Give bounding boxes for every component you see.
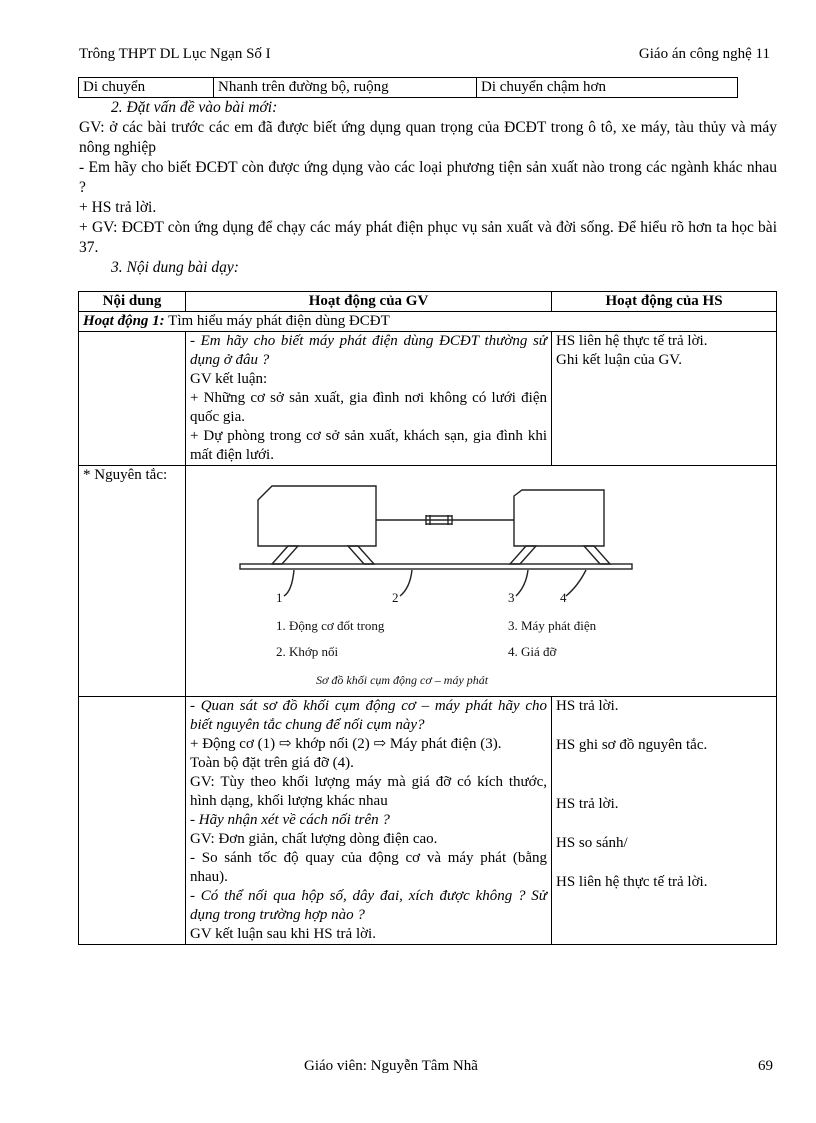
figure-caption: Sơ đồ khối cụm động cơ – máy phát [316, 673, 489, 687]
compare-cell: Di chuyển [79, 78, 214, 98]
legend-item: 4. Giá đỡ [508, 644, 557, 659]
support-feet [272, 546, 610, 564]
generator-block [514, 490, 604, 546]
lesson-table [78, 291, 777, 945]
paragraph: - Em hãy cho biết ĐCĐT còn được ứng dụng vào các loại phương tiện sản xuất nào trong các ngành khác nhau ? [79, 159, 777, 196]
legend-item: 3. Máy phát điện [508, 618, 597, 633]
paragraph: GV: ở các bài trước các em đã được biết ứng dụng quan trọng của ĐCĐT trong ô tô, xe máy, tàu thủy và máy nông nghiệp [79, 119, 777, 156]
header-subject: Giáo án công nghệ 11 [638, 46, 770, 62]
figure-cell [186, 466, 777, 697]
compare-cell: Di chuyển chậm hơn [477, 78, 738, 98]
page-number: 69 [758, 1058, 773, 1074]
paragraph: + HS trả lời. [79, 199, 157, 216]
legend-item: 1. Động cơ đốt trong [276, 618, 385, 633]
intro-section [79, 98, 777, 278]
section-heading: 3. Nội dung bài dạy: [111, 259, 239, 276]
callout-label: 4 [560, 590, 567, 605]
hs-cell: HS trả lời. HS ghi sơ đồ nguyên tắc. HS trả lời. HS so sánh/ HS liên hệ thực tế trả lời. [552, 697, 777, 945]
paragraph: + GV: ĐCĐT còn ứng dụng để chạy các máy phát điện phục vụ sản xuất và đời sống. Để hiểu rõ hơn ta học bài 37. [79, 219, 777, 256]
engine-block [258, 486, 376, 546]
header-school: Trông THPT DL Lục Ngạn Số I [79, 46, 271, 62]
activity-title: Hoạt động 1: Tìm hiểu máy phát điện dùng ĐCĐT [79, 312, 777, 332]
column-header: Hoạt động của GV [186, 292, 552, 312]
column-header: Hoạt động của HS [552, 292, 777, 312]
table-row [79, 697, 777, 945]
table-row [79, 466, 777, 697]
compare-cell: Nhanh trên đường bộ, ruộng [214, 78, 477, 98]
hs-cell: HS liên hệ thực tế trả lời. Ghi kết luận của GV. [552, 332, 777, 466]
gv-cell: - Em hãy cho biết máy phát điện dùng ĐCĐT thường sử dụng ở đâu ? GV kết luận: + Những cơ sở sản xuất, gia đình nơi không có lưới điện quốc gia. + Dự phòng trong cơ sở sản xuất, khách sạn, gia đình khi mất điện lưới. [186, 332, 552, 466]
legend-item: 2. Khớp nối [276, 644, 339, 659]
callout-label: 2 [392, 590, 399, 605]
table-row [79, 332, 777, 466]
base-frame [240, 564, 632, 569]
footer-teacher: Giáo viên: Nguyễn Tâm Nhã [304, 1058, 478, 1074]
comparison-table-row [78, 77, 738, 98]
content-cell: * Nguyên tắc: [79, 466, 186, 697]
gv-cell: - Quan sát sơ đồ khối cụm động cơ – máy phát hãy cho biết nguyên tắc chung để nối cụm này? + Động cơ (1) ⇨ khớp nối (2) ⇨ Máy phát điện (3). Toàn bộ đặt trên giá đỡ (4). GV: Tùy theo khối lượng máy mà giá đỡ có kích thước, hình dạng, khối lượng khác nhau - Hãy nhận xét về cách nối trên ? GV: Đơn giản, chất lượng dòng điện cao. - So sánh tốc độ quay của động cơ và máy phát (bằng nhau). - Có thể nối qua hộp số, dây đai, xích được không ? Sử dụng trong trường hợp nào ? GV kết luận sau khi HS trả lời. [186, 697, 552, 945]
engine-generator-diagram [186, 466, 776, 690]
column-header: Nội dung [79, 292, 186, 312]
section-heading: 2. Đặt vấn đề vào bài mới: [111, 99, 278, 116]
table-header-row [79, 292, 777, 312]
callout-label: 3 [508, 590, 515, 605]
activity-row [79, 312, 777, 332]
callout-label: 1 [276, 590, 283, 605]
